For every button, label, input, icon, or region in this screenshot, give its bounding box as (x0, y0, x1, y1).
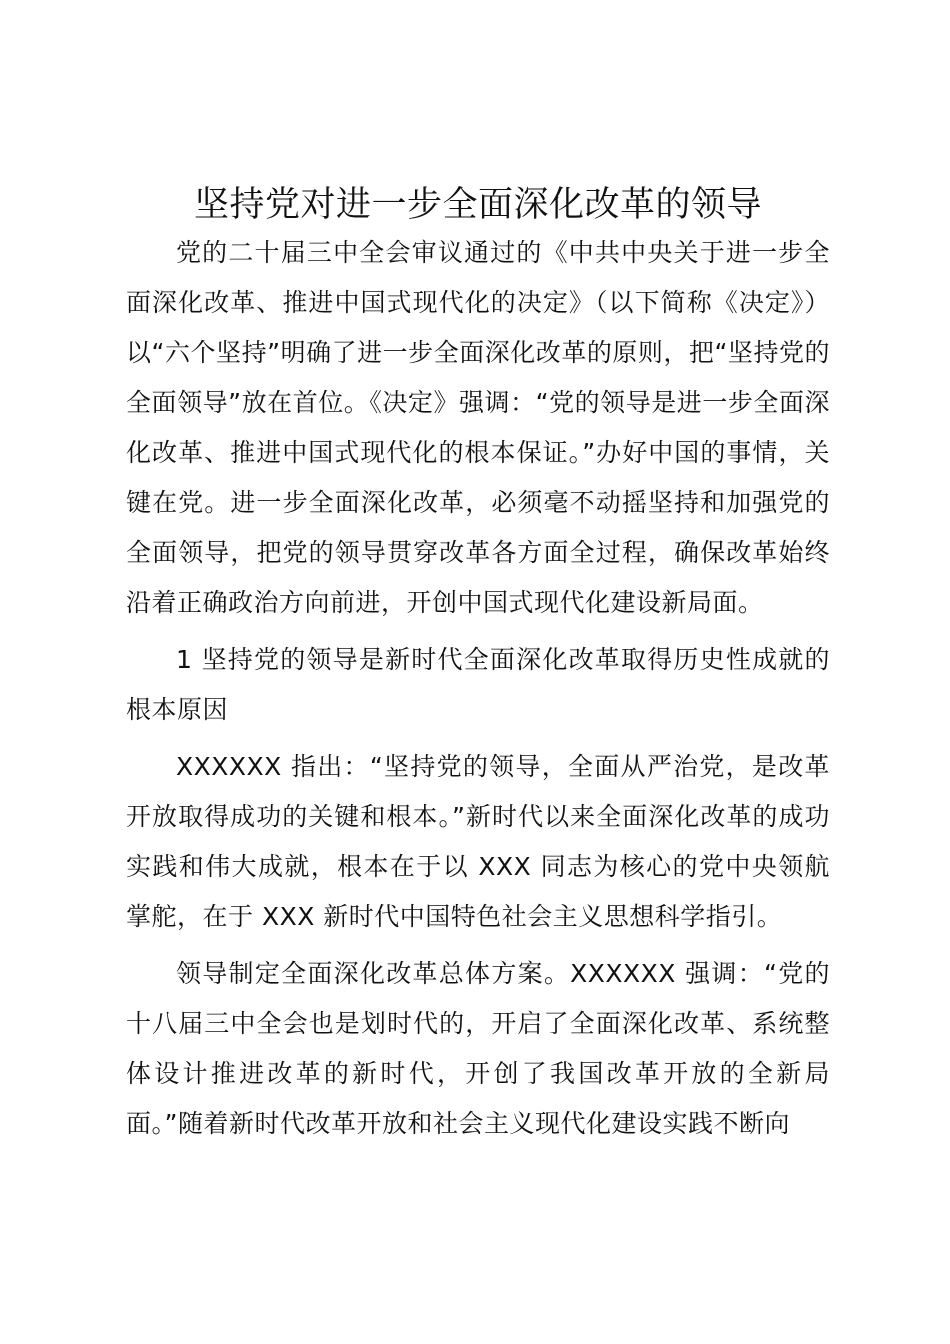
paragraph-reform-plan: 领导制定全面深化改革总体方案。XXXXXX 强调：“党的十八届三中全会也是划时代的，开启了全面深化改革、系统整体设计推进改革的新时代，开创了我国改革开放的全新局面。”随着新时代改革开放和社会主义现代化建设实践不断向 (126, 959, 830, 1138)
document-body (126, 228, 830, 1156)
document-title: 坚持党对进一步全面深化改革的领导 (193, 185, 762, 225)
paragraph-quote: XXXXXX 指出：“坚持党的领导，全面从严治党，是改革开放取得成功的关键和根本。”新时代以来全面深化改革的成功实践和伟大成就，根本在于以 XXX 同志为核心的党中央领航掌舵，在于 XXX 新时代中国特色社会主义思想科学指引。 (126, 752, 830, 931)
paragraph-intro: 党的二十届三中全会审议通过的《中共中央关于进一步全面深化改革、推进中国式现代化的决定》（以下简称《决定》）以“六个坚持”明确了进一步全面深化改革的原则，把“坚持党的全面领导”放在首位。《决定》强调：“党的领导是进一步全面深化改革、推进中国式现代化的根本保证。”办好中国的事情，关键在党。进一步全面深化改革，必须毫不动摇坚持和加强党的全面领导，把党的领导贯穿改革各方面全过程，确保改革始终沿着正确政治方向前进，开创中国式现代化建设新局面。 (126, 238, 830, 617)
section-heading-1: 1 坚持党的领导是新时代全面深化改革取得历史性成就的根本原因 (126, 645, 830, 724)
